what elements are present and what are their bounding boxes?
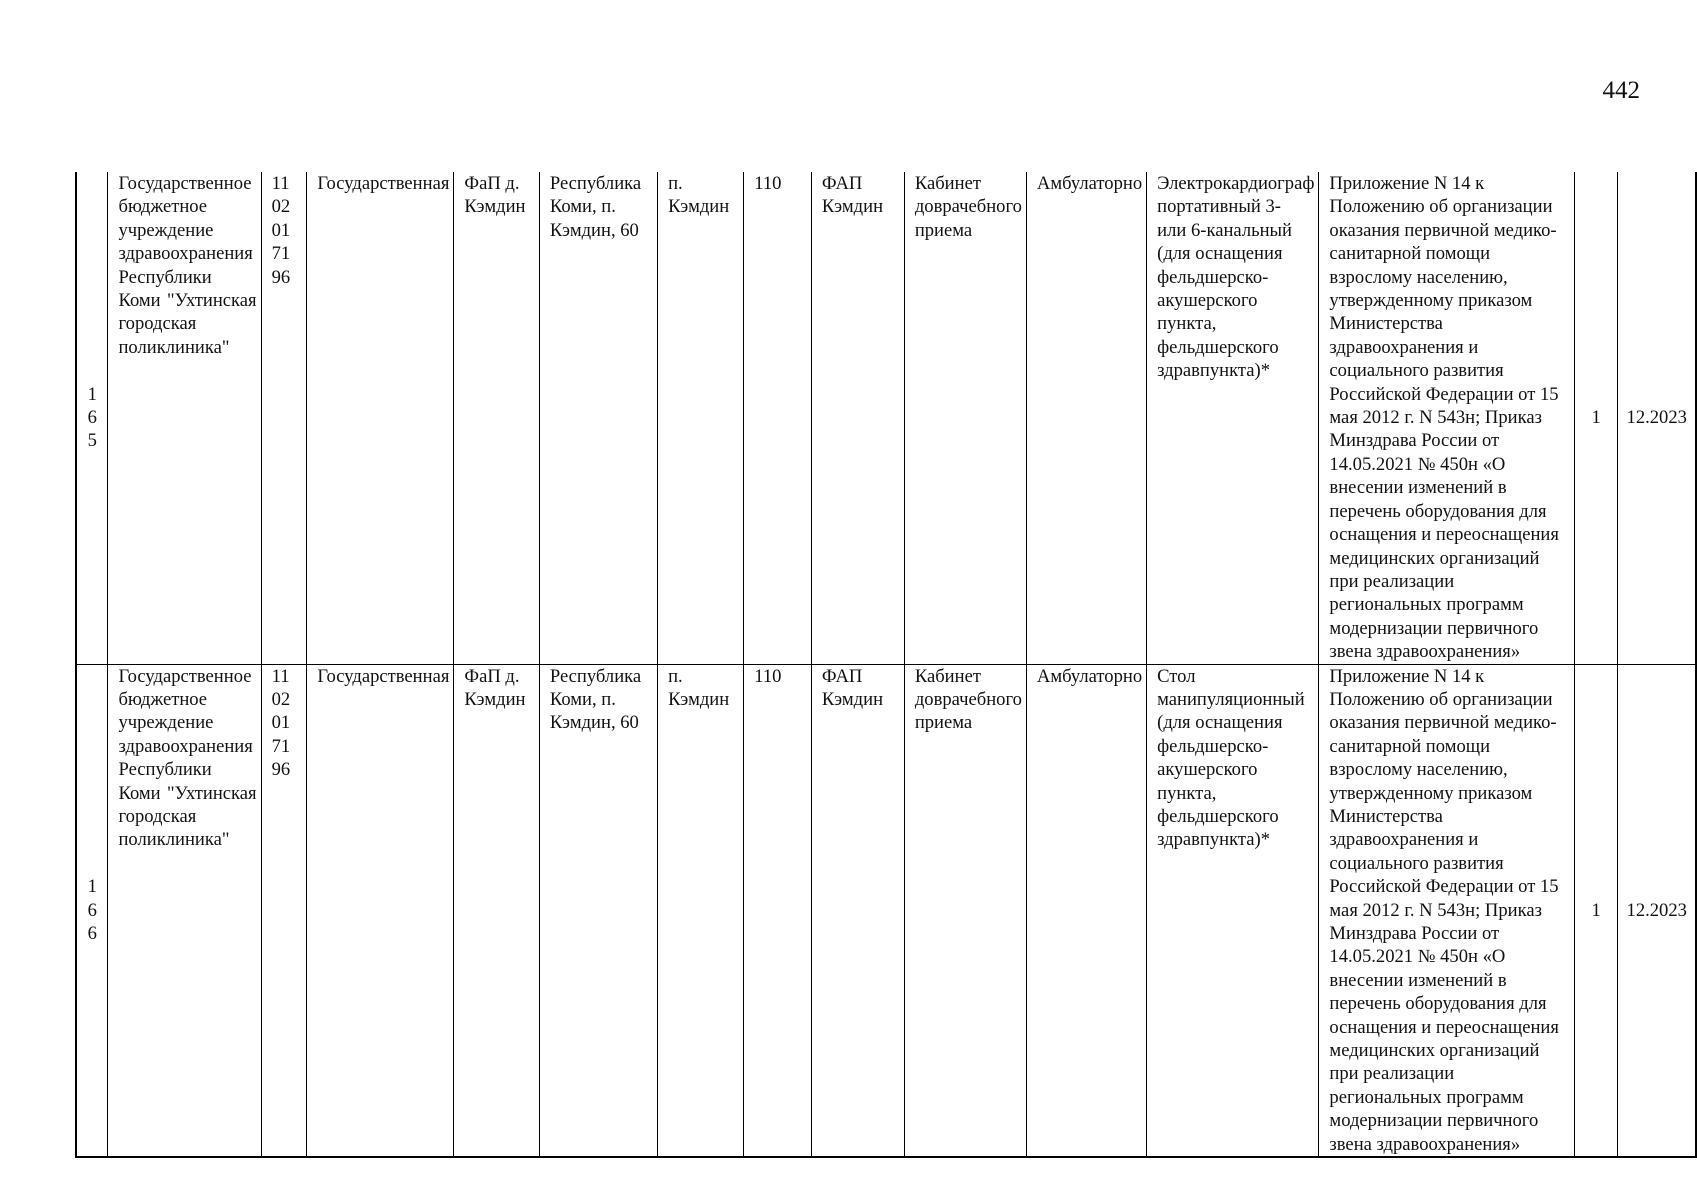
- locality-cell: п. Кэмдин: [658, 172, 744, 664]
- code-cell: [261, 172, 307, 664]
- unit-cell: ФАП Кэмдин: [811, 172, 904, 664]
- code2-cell: 110: [744, 172, 812, 664]
- table-row: [76, 664, 1696, 1157]
- address-cell: Республика Коми, п. Кэмдин, 60: [539, 172, 657, 664]
- code2-cell: 110: [744, 664, 812, 1157]
- page-number: 442: [1602, 77, 1640, 104]
- equipment-cell: Электрокардиограф портативный 3- или 6-канальный (для оснащения фельдшерско-акушерского пункта, фельдшерского здравпункта)*: [1147, 172, 1319, 664]
- locality-cell: п. Кэмдин: [658, 664, 744, 1157]
- organization-cell: Государственное бюджетное учреждение здравоохранения Республики Коми "Ухтинская городская поликлиника": [108, 172, 261, 664]
- ownership-cell: Государственная: [307, 664, 454, 1157]
- quantity-cell: 1: [1574, 172, 1618, 664]
- facility-cell: ФаП д. Кэмдин: [454, 664, 539, 1157]
- org-code: 1102017196: [271, 173, 291, 288]
- code-cell: [261, 664, 307, 1157]
- equipment-cell: Стол манипуляционный (для оснащения фельдшерско-акушерского пункта, фельдшерского здравпункта)*: [1147, 664, 1319, 1157]
- facility-cell: ФаП д. Кэмдин: [454, 172, 539, 664]
- organization-cell: Государственное бюджетное учреждение здравоохранения Республики Коми "Ухтинская городская поликлиника": [108, 664, 261, 1157]
- basis-cell: Приложение N 14 к Положению об организации оказания первичной медико-санитарной помощи взрослому населению, утвержденному приказом Министерства здравоохранения и социального развития Российской Федерации от 15 мая 2012 г. N 543н; Приказ Минздрава России от 14.05.2021 № 450н «О внесении изменений в перечень оборудования для оснащения и переоснащения медицинских организаций при реализации региональных программ модернизации первичного звена здравоохранения»: [1319, 664, 1574, 1157]
- room-cell: Кабинет доврачебного приема: [904, 664, 1026, 1157]
- row-number: 166: [87, 876, 97, 944]
- row-number-cell: [76, 172, 108, 664]
- table-row: [76, 172, 1696, 664]
- care-type-cell: Амбулаторно: [1026, 664, 1146, 1157]
- basis-cell: Приложение N 14 к Положению об организации оказания первичной медико-санитарной помощи взрослому населению, утвержденному приказом Министерства здравоохранения и социального развития Российской Федерации от 15 мая 2012 г. N 543н; Приказ Минздрава России от 14.05.2021 № 450н «О внесении изменений в перечень оборудования для оснащения и переоснащения медицинских организаций при реализации региональных программ модернизации первичного звена здравоохранения»: [1319, 172, 1574, 664]
- address-cell: Республика Коми, п. Кэмдин, 60: [539, 664, 657, 1157]
- room-cell: Кабинет доврачебного приема: [904, 172, 1026, 664]
- equipment-table: [75, 172, 1697, 1158]
- org-code: 1102017196: [271, 665, 291, 781]
- unit-cell: ФАП Кэмдин: [811, 664, 904, 1157]
- ownership-cell: Государственная: [307, 172, 454, 664]
- date-cell: 12.2023: [1618, 172, 1696, 664]
- row-number: 165: [87, 383, 97, 452]
- date-cell: 12.2023: [1618, 664, 1696, 1157]
- care-type-cell: Амбулаторно: [1026, 172, 1146, 664]
- quantity-cell: 1: [1574, 664, 1618, 1157]
- row-number-cell: [76, 664, 108, 1157]
